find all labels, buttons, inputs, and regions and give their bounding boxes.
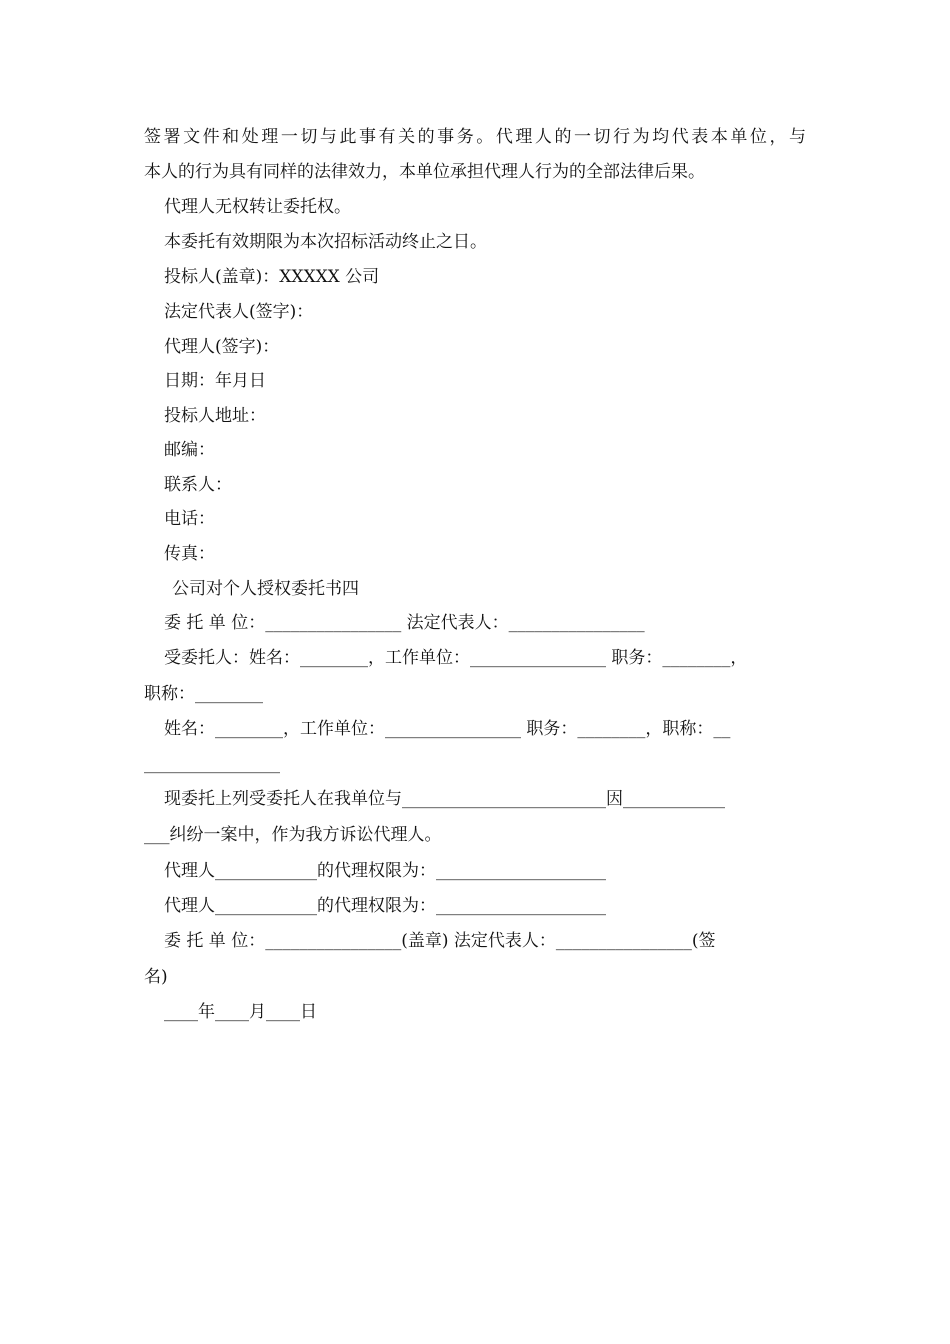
bidder-address-line: 投标人地址： — [164, 406, 266, 426]
fax-line: 传真： — [164, 544, 215, 564]
body-text-line: 本人的行为具有同样的法律效力，本单位承担代理人行为的全部法律后果。 — [144, 162, 705, 182]
trustee-second-title-line: ________________ — [144, 754, 280, 774]
signing-date-line: ____年____月____日 — [164, 1002, 317, 1022]
trustee-title-line: 职称：________ — [144, 684, 263, 704]
contact-person-line: 联系人： — [164, 475, 232, 495]
agent-signature-line: 代理人(签字)： — [164, 337, 280, 357]
body-text-line: 本委托有效期限为本次招标活动终止之日。 — [164, 232, 487, 252]
postcode-line: 邮编： — [164, 440, 215, 460]
agent-authority-line: 代理人____________的代理权限为：____________________ — [164, 861, 606, 881]
phone-line: 电话： — [164, 509, 215, 529]
date-line: 日期：年月日 — [164, 371, 266, 391]
signature-block-continued-line: 名) — [144, 967, 168, 987]
trustee-line: 受委托人：姓名：________，工作单位：________________ 职务：________， — [164, 648, 748, 668]
body-text-line: 代理人无权转让委托权。 — [164, 197, 351, 217]
bidder-seal-line: 投标人(盖章)：XXXXX 公司 — [164, 267, 380, 287]
legal-representative-signature-line: 法定代表人(签字)： — [164, 302, 314, 322]
entrustment-continued-line: ___纠纷一案中，作为我方诉讼代理人。 — [144, 825, 442, 845]
agent-authority-line: 代理人____________的代理权限为：____________________ — [164, 896, 606, 916]
principal-unit-line: 委 托 单 位：________________ 法定代表人：________________ — [164, 613, 645, 633]
signature-block-line: 委 托 单 位：________________(盖章) 法定代表人：________________(签 — [164, 931, 716, 951]
body-text-line: 签署文件和处理一切与此事有关的事务。代理人的一切行为均代表本单位，与 — [144, 127, 806, 147]
section-title: 公司对个人授权委托书四 — [172, 579, 359, 599]
trustee-second-line: 姓名：________，工作单位：________________ 职务：________，职称：__ — [164, 719, 731, 739]
entrustment-line: 现委托上列受委托人在我单位与________________________因____________ — [164, 789, 725, 809]
